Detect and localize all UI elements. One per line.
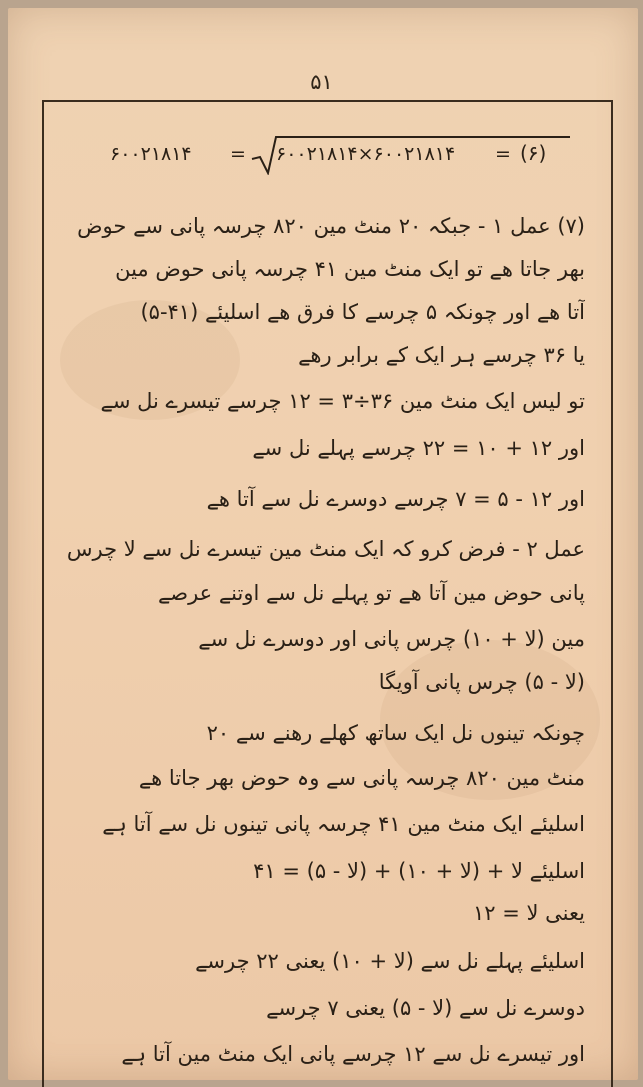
text-line: منٹ مین ۸۲۰ چرسہ پانی سے وہ حوض بھر جاتا ھے: [138, 766, 585, 790]
text-line: یا ۳۶ چرسے ہر ایک کے برابر رھے: [298, 343, 585, 367]
text-line: دوسرے نل سے (لا - ۵) یعنی ۷ چرسے: [266, 996, 585, 1020]
text-line: اور ۱۲ + ۱۰ = ۲۲ چرسے پہلے نل سے: [252, 436, 585, 460]
page-number: ۵۱: [310, 70, 333, 94]
text-line: اور تیسرے نل سے ۱۲ چرسے پانی ایک منٹ مین آتا ہے: [121, 1042, 585, 1066]
text-line: بھر جاتا ھے تو ایک منٹ مین ۴۱ چرسہ پانی حوض مین: [115, 257, 585, 281]
text-line: عمل ۲ - فرض کرو کہ ایک منٹ مین تیسرے نل سے لا چرس: [66, 537, 585, 561]
equation-label: (۶): [520, 141, 547, 165]
text-line: اسلیئے لا + (لا + ۱۰) + (لا - ۵) = ۴۱: [253, 859, 585, 883]
text-line: (۷) عمل ۱ - جبکہ ۲۰ منٹ مین ۸۲۰ چرسہ پانی سے حوض: [77, 214, 585, 238]
text-line: اور ۱۲ - ۵ = ۷ چرسے دوسرے نل سے آتا ھے: [206, 487, 585, 511]
equation-6: [80, 135, 610, 175]
text-line: اسلیئے پہلے نل سے (لا + ۱۰) یعنی ۲۲ چرسے: [195, 949, 585, 973]
text-line: آتا ھے اور چونکہ ۵ چرسے کا فرق ھے اسلیئے (۴۱-۵): [140, 300, 585, 324]
equation-result: ۶۰۰۲۱۸۱۴: [110, 143, 192, 165]
text-line: مین (لا + ۱۰) چرس پانی اور دوسرے نل سے: [198, 627, 585, 651]
text-line: تو لیس ایک منٹ مین ۳۶÷۳ = ۱۲ چرسے تیسرے نل سے: [100, 389, 585, 413]
text-line: چونکہ تینوں نل ایک ساتھ کھلے رھنے سے ۲۰: [206, 721, 585, 745]
text-line: (لا - ۵) چرس پانی آویگا: [378, 670, 585, 694]
text-line: یعنی لا = ۱۲: [473, 901, 585, 925]
text-line: پانی حوض مین آتا ھے تو پہلے نل سے اوتنے عرصے: [157, 581, 585, 605]
equals-sign: =: [230, 143, 246, 165]
text-line: اسلیئے ایک منٹ مین ۴۱ چرسہ پانی تینوں نل سے آتا ہے: [102, 812, 585, 836]
equals-sign: =: [495, 143, 511, 165]
equation-radicand: ۶۰۰۲۱۸۱۴×۶۰۰۲۱۸۱۴: [276, 143, 456, 165]
